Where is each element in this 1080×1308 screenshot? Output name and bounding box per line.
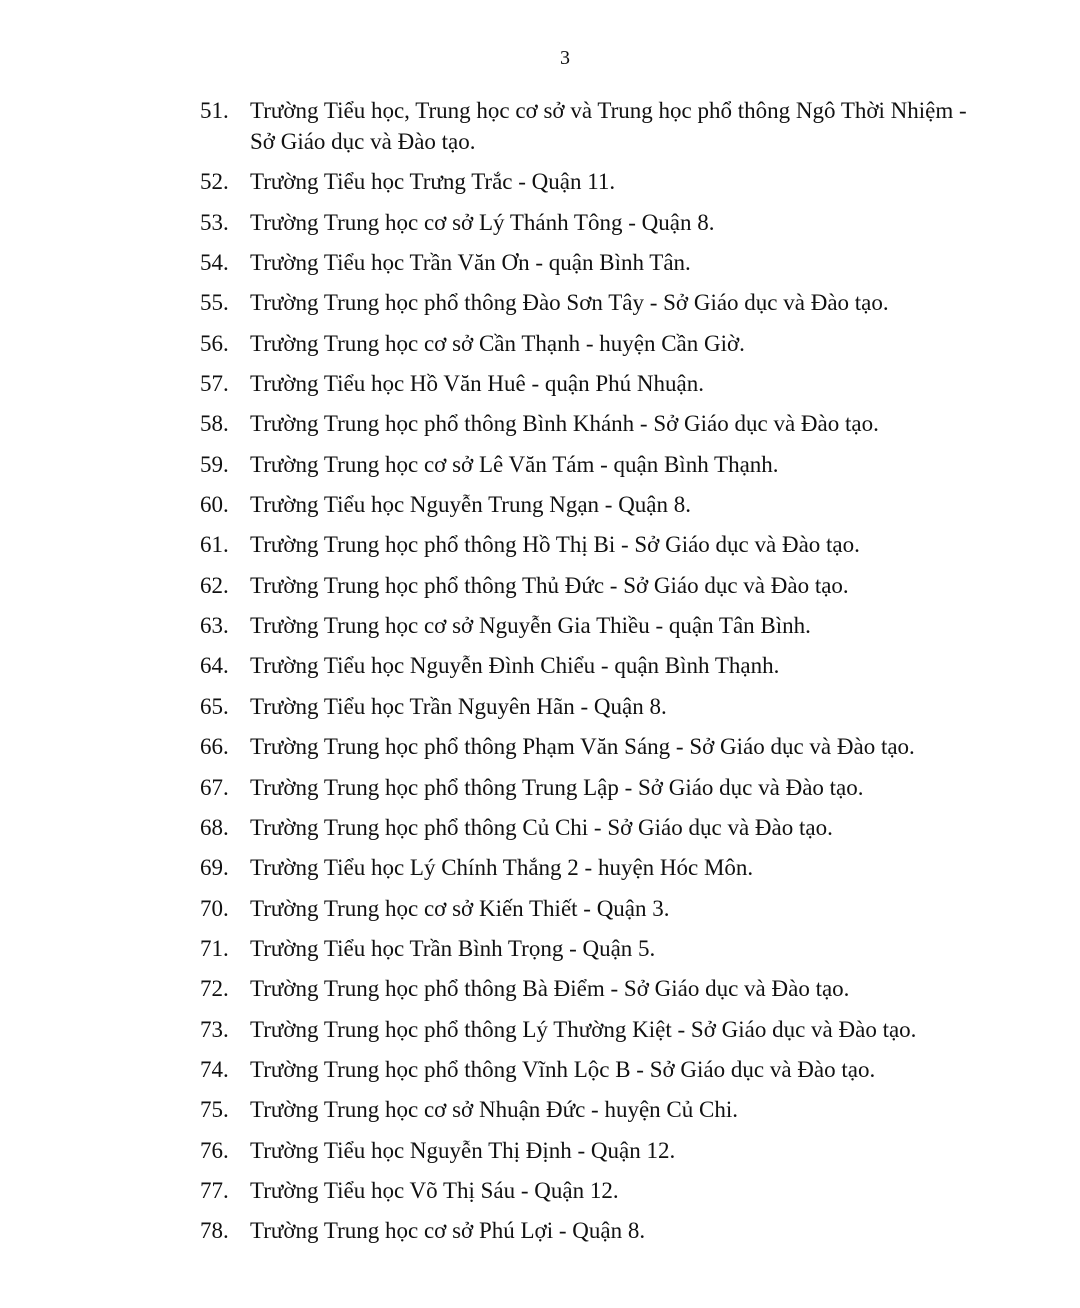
item-number: 65. xyxy=(200,693,229,719)
item-text: Trường Tiểu học Trần Văn Ơn - quận Bình Tân. xyxy=(250,250,691,276)
item-number: 72. xyxy=(200,976,229,1002)
item-text: Trường Tiểu học Trần Nguyên Hãn - Quận 8. xyxy=(250,693,667,719)
list-item xyxy=(200,893,1000,924)
item-number: 56. xyxy=(200,330,229,356)
item-text: Trường Tiểu học Nguyễn Đình Chiểu - quận Bình Thạnh. xyxy=(250,653,780,679)
item-number: 70. xyxy=(200,895,229,921)
item-text: Trường Tiểu học Trưng Trắc - Quận 11. xyxy=(250,169,616,195)
list-item xyxy=(200,1054,1000,1085)
list-item xyxy=(200,650,1000,681)
item-text: Trường Trung học cơ sở Nhuận Đức - huyện Củ Chi. xyxy=(250,1097,738,1123)
item-text: Trường Trung học cơ sở Phú Lợi - Quận 8. xyxy=(250,1218,646,1244)
list-item xyxy=(200,852,1000,883)
list-item xyxy=(200,772,1000,803)
list-item xyxy=(200,166,1000,197)
list-item xyxy=(200,408,1000,439)
list-item xyxy=(200,1215,1000,1246)
item-number: 76. xyxy=(200,1137,229,1163)
school-list xyxy=(200,95,1000,1256)
item-number: 75. xyxy=(200,1097,229,1123)
item-text: Trường Tiểu học Nguyễn Trung Ngạn - Quận 8. xyxy=(250,492,692,518)
item-number: 59. xyxy=(200,451,229,477)
item-number: 66. xyxy=(200,734,229,760)
item-number: 60. xyxy=(200,492,229,518)
list-item xyxy=(200,207,1000,238)
item-text: Trường Trung học phổ thông Vĩnh Lộc B - Sở Giáo dục và Đào tạo. xyxy=(250,1056,876,1082)
item-text: Trường Trung học phổ thông Hồ Thị Bi - Sở Giáo dục và Đào tạo. xyxy=(250,532,860,558)
list-item xyxy=(200,812,1000,843)
item-text: Trường Trung học phổ thông Củ Chi - Sở Giáo dục và Đào tạo. xyxy=(250,814,833,840)
item-text: Trường Tiểu học Trần Bình Trọng - Quận 5. xyxy=(250,935,656,961)
list-item xyxy=(200,610,1000,641)
item-number: 74. xyxy=(200,1056,229,1082)
item-number: 57. xyxy=(200,371,229,397)
item-number: 62. xyxy=(200,572,229,598)
item-text: Trường Trung học phổ thông Đào Sơn Tây - Sở Giáo dục và Đào tạo. xyxy=(250,290,889,316)
list-item xyxy=(200,489,1000,520)
list-item xyxy=(200,529,1000,560)
item-text: Trường Trung học cơ sở Lê Văn Tám - quận Bình Thạnh. xyxy=(250,451,779,477)
item-text: Trường Trung học cơ sở Kiến Thiết - Quận 3. xyxy=(250,895,670,921)
list-item xyxy=(200,731,1000,762)
item-number: 58. xyxy=(200,411,229,437)
list-item xyxy=(200,973,1000,1004)
list-item xyxy=(200,247,1000,278)
list-item xyxy=(200,287,1000,318)
item-text: Trường Tiểu học Nguyễn Thị Định - Quận 12. xyxy=(250,1137,676,1163)
item-number: 64. xyxy=(200,653,229,679)
list-item xyxy=(200,449,1000,480)
list-item xyxy=(200,691,1000,722)
list-item xyxy=(200,368,1000,399)
item-number: 73. xyxy=(200,1016,229,1042)
item-text: Trường Trung học phổ thông Lý Thường Kiệt - Sở Giáo dục và Đào tạo. xyxy=(250,1016,917,1042)
page-number: 3 xyxy=(560,47,570,69)
item-number: 78. xyxy=(200,1218,229,1244)
list-item xyxy=(200,1175,1000,1206)
item-number: 67. xyxy=(200,774,229,800)
item-text: Trường Trung học phổ thông Bà Điểm - Sở Giáo dục và Đào tạo. xyxy=(250,976,850,1002)
list-item xyxy=(200,1014,1000,1045)
item-number: 54. xyxy=(200,250,229,276)
item-number: 68. xyxy=(200,814,229,840)
list-item xyxy=(200,1135,1000,1166)
list-item xyxy=(200,1094,1000,1125)
list-item xyxy=(200,933,1000,964)
item-text: Trường Tiểu học Hồ Văn Huê - quận Phú Nhuận. xyxy=(250,371,704,397)
item-number: 63. xyxy=(200,613,229,639)
item-text: Trường Trung học cơ sở Nguyễn Gia Thiều - quận Tân Bình. xyxy=(250,613,811,639)
item-number: 77. xyxy=(200,1177,229,1203)
item-number: 55. xyxy=(200,290,229,316)
item-text: Trường Tiểu học Lý Chính Thắng 2 - huyện Hóc Môn. xyxy=(250,855,754,881)
list-item xyxy=(200,95,1000,157)
item-text-line-1: Trường Tiểu học, Trung học cơ sở và Trung học phổ thông Ngô Thời Nhiệm - xyxy=(250,98,967,123)
item-number: 61. xyxy=(200,532,229,558)
item-text xyxy=(250,95,1000,157)
item-text: Trường Trung học phổ thông Thủ Đức - Sở Giáo dục và Đào tạo. xyxy=(250,572,849,598)
list-item xyxy=(200,570,1000,601)
item-text: Trường Trung học phổ thông Trung Lập - Sở Giáo dục và Đào tạo. xyxy=(250,774,864,800)
item-text: Trường Tiểu học Võ Thị Sáu - Quận 12. xyxy=(250,1177,619,1203)
item-text: Trường Trung học phổ thông Bình Khánh - Sở Giáo dục và Đào tạo. xyxy=(250,411,879,437)
item-number: 71. xyxy=(200,935,229,961)
item-number: 53. xyxy=(200,209,229,235)
item-number: 52. xyxy=(200,169,229,195)
list-item xyxy=(200,328,1000,359)
item-number: 69. xyxy=(200,855,229,881)
item-text: Trường Trung học cơ sở Cần Thạnh - huyện Cần Giờ. xyxy=(250,330,745,356)
item-text: Trường Trung học phổ thông Phạm Văn Sáng - Sở Giáo dục và Đào tạo. xyxy=(250,734,915,760)
item-number: 51. xyxy=(200,98,229,123)
item-text-line-2: Sở Giáo dục và Đào tạo. xyxy=(250,129,476,154)
item-text: Trường Trung học cơ sở Lý Thánh Tông - Quận 8. xyxy=(250,209,715,235)
